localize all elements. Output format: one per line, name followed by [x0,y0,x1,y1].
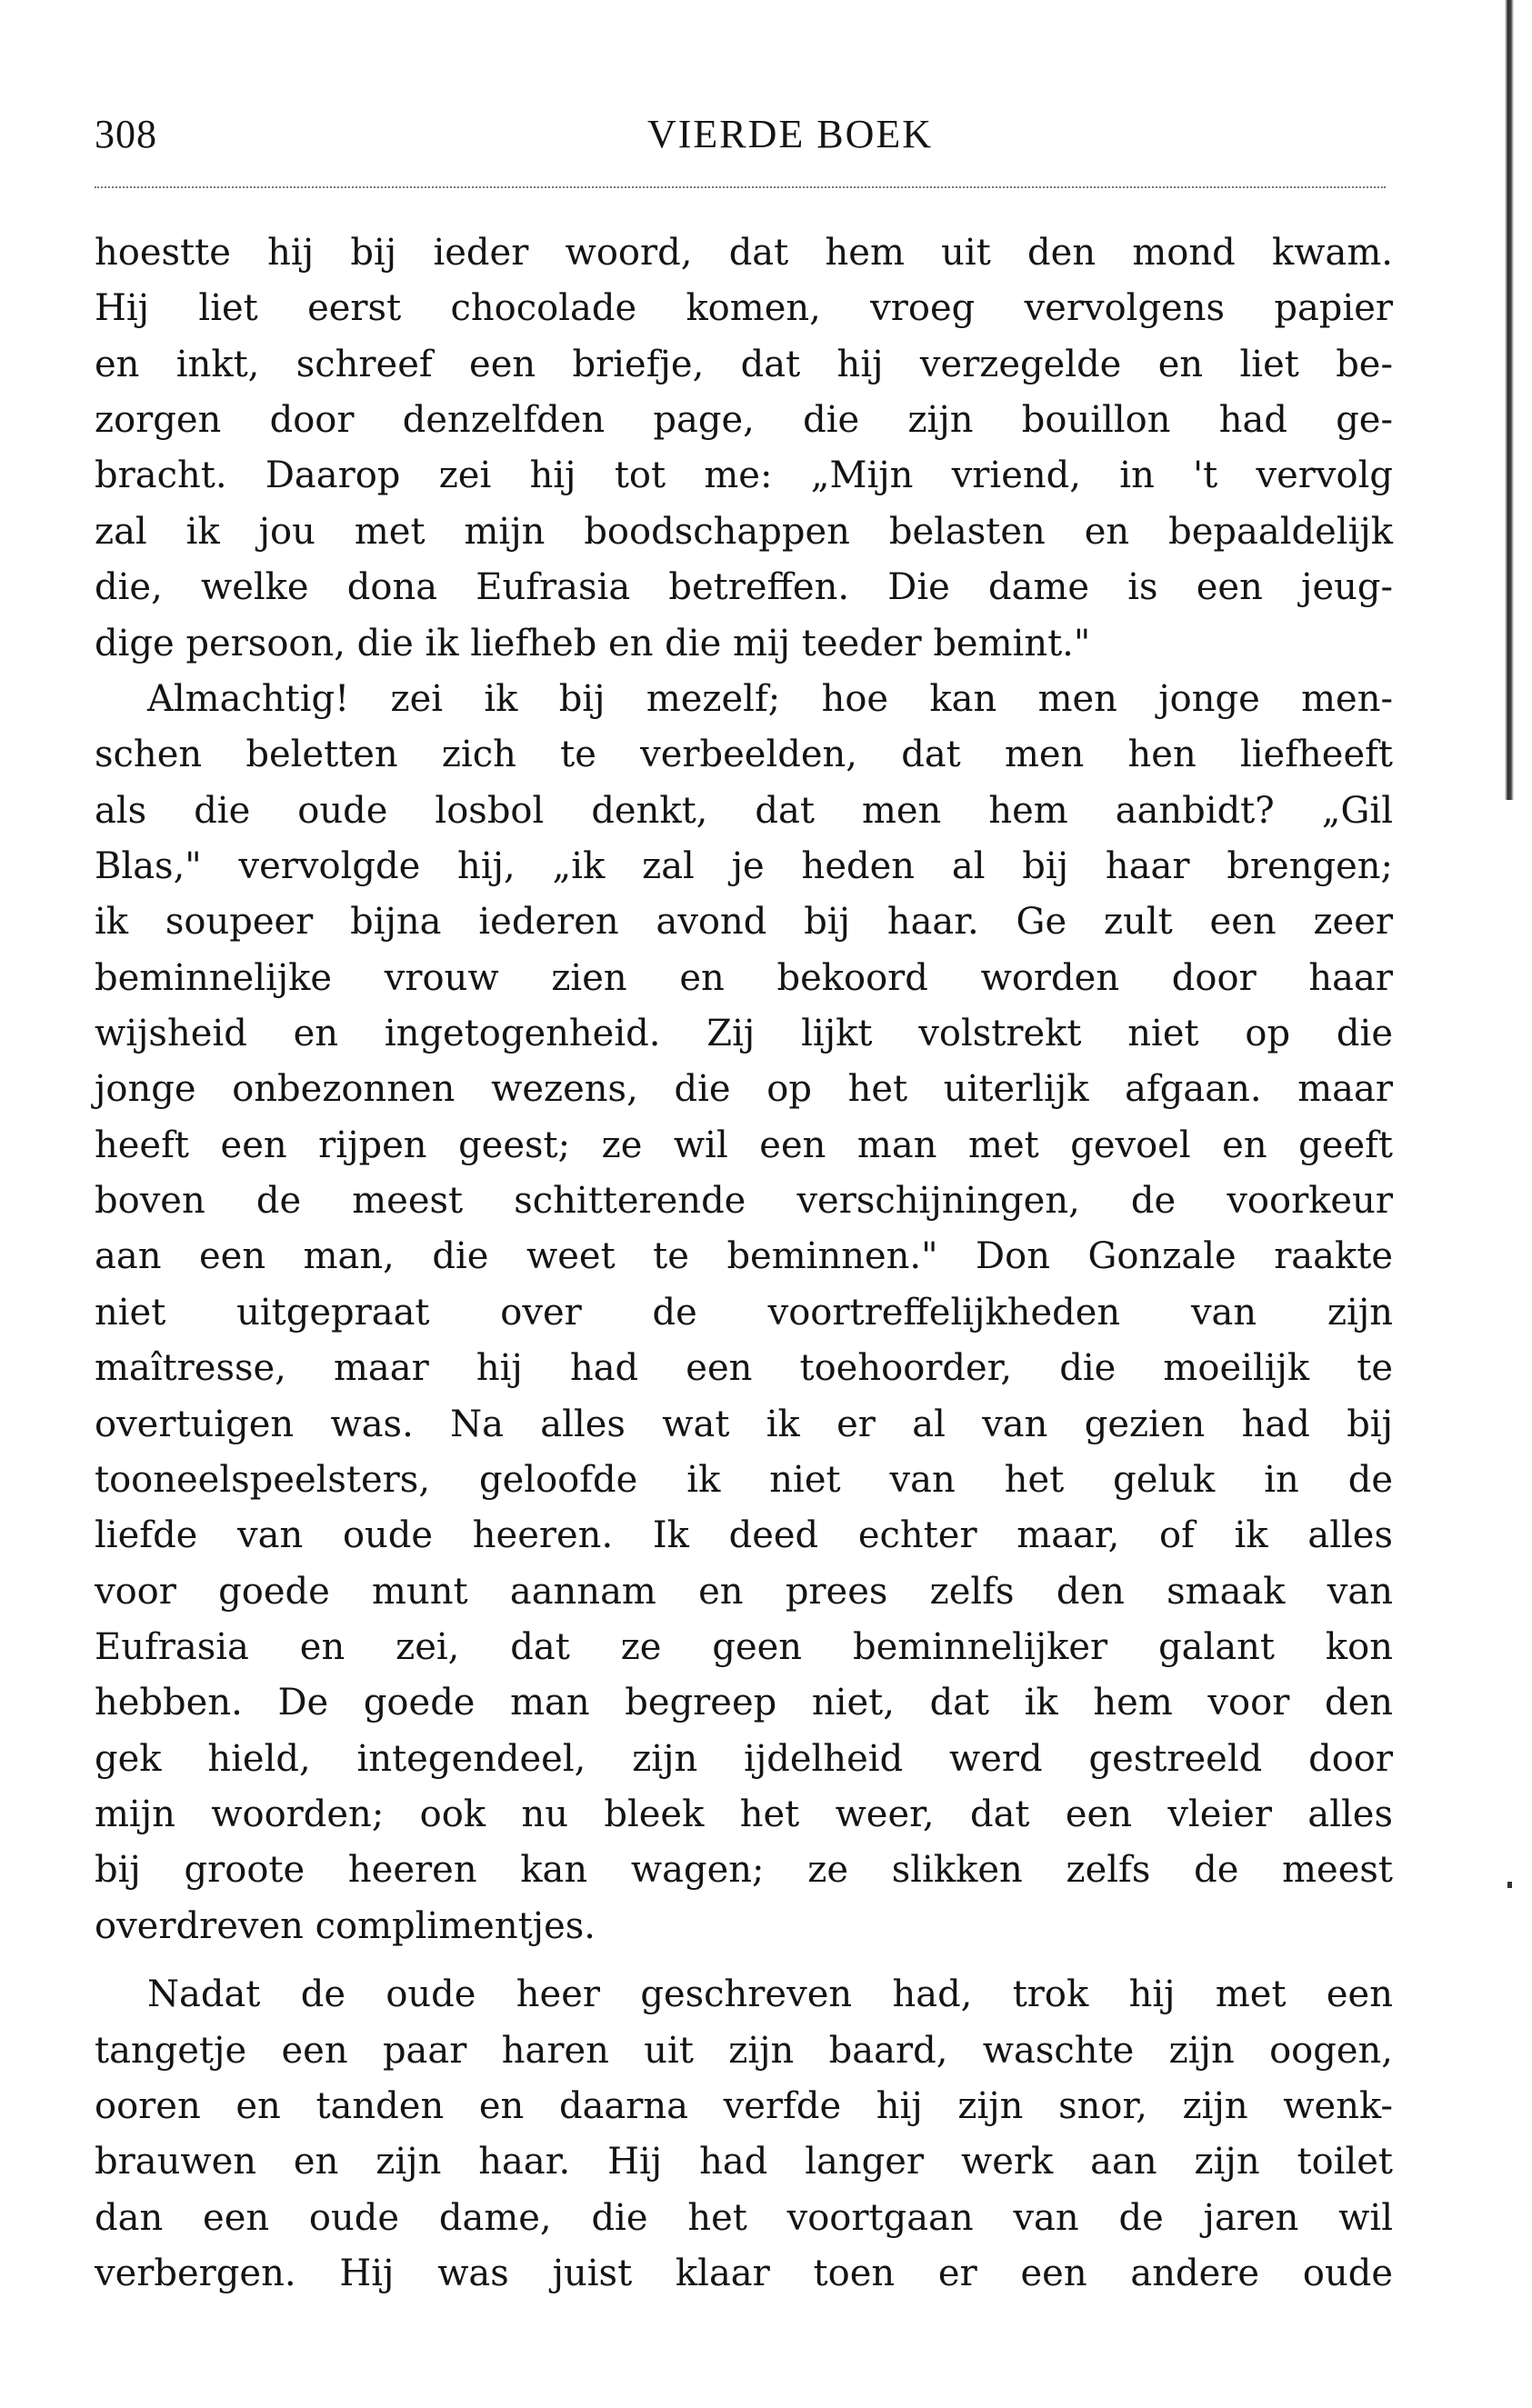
text-line: heeft een rijpen geest; ze wil een man met gevoel en geeft [95,1124,1393,1166]
running-title: VIERDE BOEK [646,112,934,156]
text-line: Almachtig! zei ik bij mezelf; hoe kan men jonge men- [147,677,1393,720]
text-line: beminnelijke vrouw zien en bekoord worden door haar [95,956,1393,999]
running-header [95,107,1387,162]
text-line: niet uitgepraat over de voortreffelijkheden van zijn [95,1291,1393,1334]
text-line: Hij liet eerst chocolade komen, vroeg vervolgens papier [95,287,1393,330]
text-line: wijsheid en ingetogenheid. Zij lijkt volstrekt niet op die [95,1013,1393,1055]
text-line: bij groote heeren kan wagen; ze slikken zelfs de meest [95,1849,1393,1892]
paragraph-spacer [95,1954,1393,1967]
paragraph [95,225,1393,672]
text-line: Nadat de oude heer geschreven had, trok hij met een [147,1973,1393,2016]
text-line: maîtresse, maar hij had een toehoorder, die moeilijk te [95,1347,1393,1390]
text-line: voor goede munt aannam en prees zelfs den smaak van [95,1570,1393,1613]
paragraph [95,672,1393,1954]
text-line: dige persoon, die ik liefheb en die mij teeder bemint." [95,622,1091,664]
text-line: boven de meest schitterende verschijningen, de voorkeur [95,1180,1393,1223]
text-line: overdreven complimentjes. [95,1904,596,1947]
text-line: brauwen en zijn haar. Hij had langer werk aan zijn toilet [95,2141,1393,2183]
text-line: overtuigen was. Na alles wat ik er al van gezien had bij [95,1403,1393,1445]
text-line: als die oude losbol denkt, dat men hem aanbidt? „Gil [95,789,1393,832]
text-line: schen beletten zich te verbeelden, dat men hen liefheeft [95,734,1393,776]
text-line: bracht. Daarop zei hij tot me: „Mijn vriend, in 't vervolg [95,455,1393,497]
text-line: aan een man, die weet te beminnen." Don Gonzale raakte [95,1235,1393,1278]
text-line: dan een oude dame, die het voortgaan van de jaren wil [95,2196,1393,2239]
text-line: hebben. De goede man begreep niet, dat ik hem voor den [95,1682,1393,1724]
body-text [95,225,1393,2302]
text-line: zorgen door denzelfden page, die zijn bouillon had ge- [95,399,1393,442]
scan-speck [1507,1882,1512,1888]
text-line: Blas," vervolgde hij, „ik zal je heden al bij haar brengen; [95,844,1393,887]
scan-edge-shadow [1505,0,1514,800]
text-line: zal ik jou met mijn boodschappen belasten en bepaaldelijk [95,510,1393,553]
text-line: tooneelspeelsters, geloofde ik niet van het geluk in de [95,1458,1393,1501]
text-line: liefde van oude heeren. Ik deed echter maar, of ik alles [95,1514,1393,1557]
text-line: verbergen. Hij was juist klaar toen er een andere oude [95,2252,1393,2294]
text-line: die, welke dona Eufrasia betreffen. Die dame is een jeug- [95,566,1393,609]
page-number: 308 [95,112,157,156]
text-line: hoestte hij bij ieder woord, dat hem uit den mond kwam. [95,232,1393,274]
text-line: Eufrasia en zei, dat ze geen beminnelijker galant kon [95,1625,1393,1668]
text-line: mijn woorden; ook nu bleek het weer, dat een vleier alles [95,1794,1393,1836]
text-line: tangetje een paar haren uit zijn baard, waschte zijn oogen, [95,2029,1393,2072]
text-line: en inkt, schreef een briefje, dat hij verzegelde en liet be- [95,343,1393,385]
text-line: jonge onbezonnen wezens, die op het uiterlijk afgaan. maar [95,1068,1393,1111]
header-rule [95,186,1386,188]
text-line: ik soupeer bijna iederen avond bij haar. Ge zult een zeer [95,901,1393,944]
text-line: gek hield, integendeel, zijn ijdelheid werd gestreeld door [95,1737,1393,1780]
paragraph [95,1967,1393,2302]
text-line: ooren en tanden en daarna verfde hij zijn snor, zijn wenk- [95,2084,1393,2127]
